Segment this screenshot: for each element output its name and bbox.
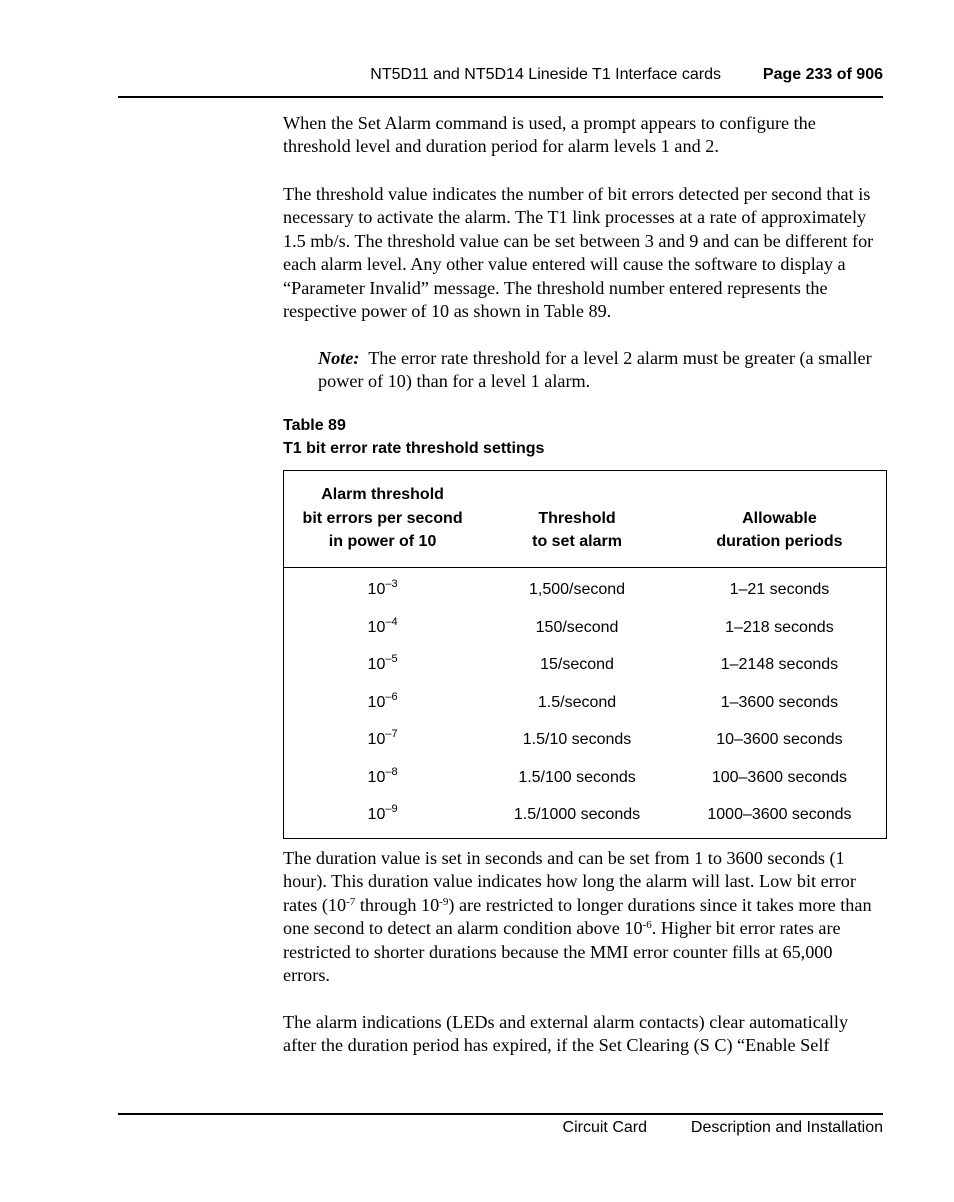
paragraph-duration: [283, 847, 883, 987]
power-cell: $10^{-7}$: [367, 728, 398, 749]
power-cell: $10^{-4}$: [367, 615, 398, 636]
paragraph-threshold: [283, 183, 883, 323]
page-footer: [118, 1113, 883, 1145]
table-number: Table 89: [283, 417, 346, 434]
note-label: Note:: [318, 348, 360, 368]
power-cell: $10^{-8}$: [367, 765, 398, 786]
power-cell: $10^{-5}$: [367, 653, 398, 674]
duration-cell: 1000–3600 seconds: [707, 806, 852, 824]
table-title: T1 bit error rate threshold settings: [283, 440, 545, 457]
page-header: [118, 64, 883, 98]
power-cell: $10^{-6}$: [367, 690, 398, 711]
paragraph-text: The duration value is set in seconds and can be set from 1 to 3600 seconds (1 hour). This duration value indicates how long the alarm will last. Low bit error rates ($10^{-7}$ through $10^{-9}$) are restricted to longer durations since it takes more than one second to detect an alarm condition above $10^{-6}$. Higher bit error rates are restricted to shorter durations because the MMI error counter fills at 65,000 errors.: [283, 848, 872, 986]
table-row: [284, 684, 887, 722]
paragraph-text: The alarm indications (LEDs and external alarm contacts) clear automatically after the duration period has expired, if the Set Clearing (S C) “Enable Self: [283, 1012, 849, 1056]
threshold-cell: 1,500/second: [528, 581, 626, 599]
power-cell: $10^{-3}$: [367, 578, 398, 599]
duration-cell: 100–3600 seconds: [711, 768, 848, 786]
duration-cell: 1–3600 seconds: [720, 693, 839, 711]
paragraph-set-alarm: [283, 112, 883, 159]
table-row: [284, 759, 887, 797]
table-row: [284, 609, 887, 647]
page-number: Page 233 of 906: [762, 66, 883, 83]
threshold-cell: 1.5/1000 seconds: [513, 806, 641, 824]
threshold-cell: 150/second: [535, 618, 619, 636]
duration-cell: 1–2148 seconds: [720, 656, 839, 674]
duration-cell: 1–21 seconds: [729, 581, 830, 599]
table-row: [284, 797, 887, 839]
table-header-row: [284, 471, 887, 568]
threshold-table: [283, 470, 887, 839]
paragraph-alarm-indications: [283, 1011, 883, 1058]
note: [318, 347, 883, 394]
header-alarm-threshold: Alarm threshold bit errors per second in power of 10: [284, 471, 482, 568]
footer-right: Description and Installation: [690, 1119, 883, 1136]
table-row: [284, 567, 887, 609]
table-row: [284, 722, 887, 760]
header-duration: Allowable duration periods: [673, 471, 887, 568]
note-text: The error rate threshold for a level 2 alarm must be greater (a smaller power of 10) than for a level 1 alarm.: [318, 348, 872, 392]
table-caption: [283, 414, 544, 460]
header-threshold: Threshold to set alarm: [481, 471, 673, 568]
power-cell: $10^{-9}$: [367, 803, 398, 824]
paragraph-text: When the Set Alarm command is used, a prompt appears to configure the threshold level and duration period for alarm levels 1 and 2.: [283, 113, 816, 157]
threshold-cell: 1.5/100 seconds: [518, 768, 636, 786]
header-title: NT5D11 and NT5D14 Lineside T1 Interface cards: [370, 66, 721, 83]
duration-cell: 1–218 seconds: [725, 618, 834, 636]
table-row: [284, 647, 887, 685]
paragraph-text: The threshold value indicates the number of bit errors detected per second that is necessary to activate the alarm. The T1 link processes at a rate of approximately 1.5 mb/s. The threshold value can be set between 3 and 9 and can be different for each alarm level. Any other value entered will cause the software to display a “Parameter Invalid” message. The threshold number entered represents the respective power of 10 as shown in Table 89.: [283, 184, 874, 322]
footer-left: Circuit Card: [562, 1119, 647, 1136]
threshold-cell: 1.5/second: [537, 693, 617, 711]
duration-cell: 10–3600 seconds: [716, 731, 843, 749]
threshold-cell: 1.5/10 seconds: [522, 731, 632, 749]
threshold-cell: 15/second: [540, 656, 614, 674]
